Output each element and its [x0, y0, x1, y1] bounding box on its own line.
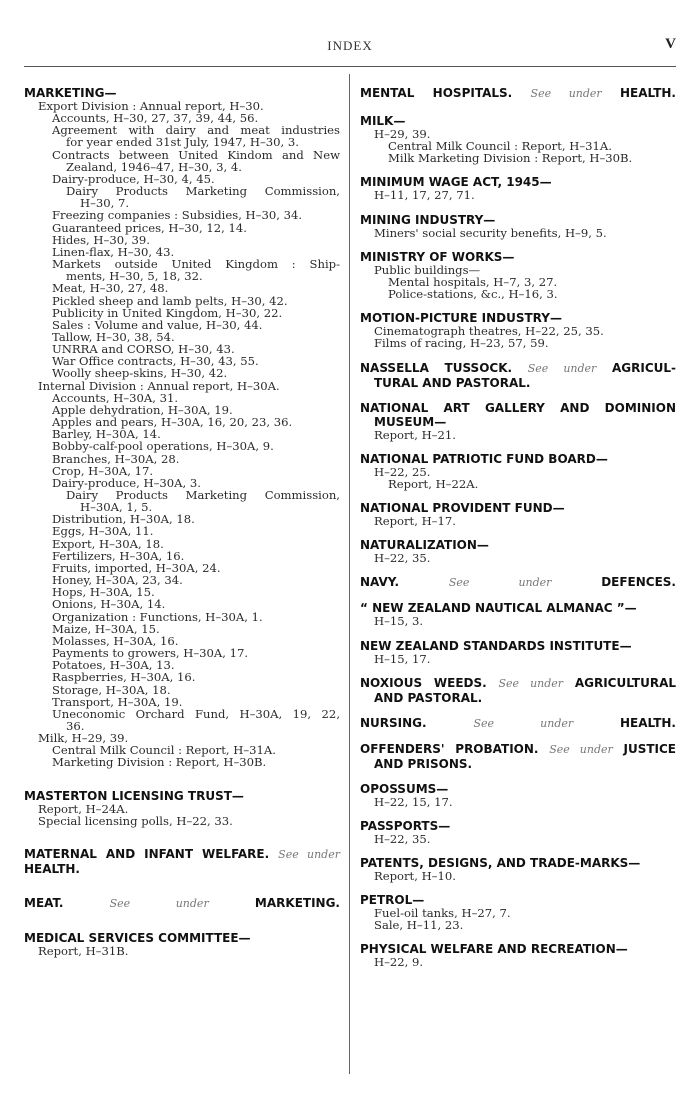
sub-entry: UNRRA and CORSO, H–30, 43. — [52, 342, 235, 357]
entry-heading-text: OFFENDERS' PROBATION. — [360, 741, 539, 756]
sub-entry: Markets outside United Kingdom : Ship- — [52, 257, 340, 272]
sub-entry: Eggs, H–30A, 11. — [52, 524, 154, 539]
entry-heading — [360, 311, 676, 325]
index-entry-gallery — [360, 401, 676, 441]
entry-heading — [360, 114, 676, 128]
cross-reference: AGRICUL- — [611, 360, 677, 375]
sub-entry: Report, H–31B. — [38, 943, 129, 958]
index-entry-navy — [360, 575, 676, 590]
sub-entry: 36. — [66, 718, 85, 733]
entry-heading-text: PHYSICAL WELFARE AND RECREATION— — [360, 942, 628, 957]
entry-heading-text: MINIMUM WAGE ACT, 1945— — [360, 175, 552, 190]
entry-heading-text: PATENTS, DESIGNS, AND TRADE-MARKS— — [360, 855, 641, 870]
entry-heading-text: MENTAL HOSPITALS. — [360, 86, 513, 100]
sub-entry: Fertilizers, H–30A, 16. — [52, 548, 185, 563]
index-entry-marketing — [24, 86, 340, 769]
sub-entry: Potatoes, H–30A, 13. — [52, 658, 175, 673]
entry-heading — [24, 86, 340, 100]
sub-entry: Films of racing, H–23, 57, 59. — [374, 336, 549, 351]
entry-heading-continued: MUSEUM— — [374, 414, 447, 429]
cross-reference: HEALTH. — [620, 715, 676, 730]
index-entry-minimum — [360, 175, 676, 201]
entry-heading-text: MEAT. — [24, 895, 64, 910]
sub-entry: Payments to growers, H–30A, 17. — [52, 646, 249, 661]
sub-entry: War Office contracts, H–30, 43, 55. — [52, 354, 259, 369]
index-entry-medical — [24, 931, 340, 957]
entry-heading — [360, 716, 676, 731]
sub-entry: Hides, H–30, 39. — [52, 232, 150, 247]
entry-heading-continued: AND PRISONS. — [374, 756, 473, 771]
cross-reference: HEALTH. — [620, 86, 676, 100]
entry-heading-text: NOXIOUS WEEDS. — [360, 675, 487, 690]
sub-entry: H–15, 17. — [374, 651, 431, 666]
entry-heading — [360, 782, 676, 796]
sub-entry: Storage, H–30A, 18. — [52, 682, 171, 697]
index-entry-nursing — [360, 716, 676, 731]
entry-heading-text: NAVY. — [360, 575, 400, 590]
sub-entry: Woolly sheep-skins, H–30, 42. — [52, 366, 228, 381]
sub-entry: Uneconomic Orchard Fund, H–30A, 19, 22, — [52, 706, 340, 721]
sub-entry: Apples and pears, H–30A, 16, 20, 23, 36. — [52, 415, 293, 430]
sub-entry: Freezing companies : Subsidies, H–30, 34. — [52, 208, 303, 223]
sub-entry: Raspberries, H–30A, 16. — [52, 670, 196, 685]
entry-heading — [24, 847, 340, 876]
sub-entry: Internal Division : Annual report, H–30A. — [38, 378, 280, 393]
index-entry-meat — [24, 896, 340, 911]
sub-entry: Export, H–30A, 18. — [52, 536, 164, 551]
index-entry-provident — [360, 501, 676, 527]
see-under-text: See under — [109, 896, 209, 910]
sub-entry: Apple dehydration, H–30A, 19. — [52, 402, 233, 417]
entry-heading-text: PASSPORTS— — [360, 818, 451, 833]
entry-heading-text: NATURALIZATION— — [360, 538, 489, 553]
sub-entry: Report, H–17. — [374, 514, 456, 529]
entry-heading — [360, 361, 676, 376]
entry-heading-continued: AND PASTORAL. — [374, 690, 483, 705]
sub-entry: H–30A, 1, 5. — [80, 500, 153, 515]
entry-heading-text: “ NEW ZEALAND NAUTICAL ALMANAC ”— — [360, 601, 637, 616]
sub-entry: Report, H–22A. — [388, 476, 479, 491]
header-rule — [24, 66, 676, 67]
sub-entry: Barley, H–30A, 14. — [52, 427, 161, 442]
sub-entry: Report, H–10. — [374, 868, 456, 883]
sub-entry: Accounts, H–30A, 31. — [52, 390, 179, 405]
entry-heading-text: NATIONAL PATRIOTIC FUND BOARD— — [360, 451, 608, 466]
sub-entry: Pickled sheep and lamb pelts, H–30, 42. — [52, 293, 288, 308]
sub-entry: H–29, 39. — [374, 127, 431, 141]
sub-entry: Dairy-produce, H–30A, 3. — [52, 475, 201, 490]
see-under-text: See under — [549, 742, 613, 756]
sub-entry: Branches, H–30A, 28. — [52, 451, 180, 466]
left-column — [24, 86, 340, 957]
sub-entry: Police-stations, &c., H–16, 3. — [388, 287, 558, 302]
entry-heading-text: OPOSSUMS— — [360, 781, 449, 796]
see-under-text: See under — [278, 847, 340, 861]
entry-heading-text: MARKETING— — [24, 86, 117, 100]
entry-heading-text: NATIONAL PROVIDENT FUND— — [360, 501, 565, 516]
entry-heading-text: MATERNAL AND INFANT WELFARE. — [24, 846, 270, 861]
sub-entry: H–11, 17, 27, 71. — [374, 188, 475, 203]
cross-reference: MARKETING. — [254, 895, 340, 910]
entry-heading — [360, 501, 676, 515]
column-divider — [349, 74, 350, 1074]
sub-entry: H–22, 15, 17. — [374, 794, 453, 809]
sub-entry: Milk, H–29, 39. — [38, 731, 129, 746]
sub-entry: Dairy Products Marketing Commission, — [66, 488, 340, 502]
entry-heading — [360, 819, 676, 833]
sub-entry: Guaranteed prices, H–30, 12, 14. — [52, 220, 247, 235]
sub-entry: H–22, 35. — [374, 831, 431, 846]
index-entry-naturalization — [360, 538, 676, 564]
sub-entry: Linen-flax, H–30, 43. — [52, 244, 175, 259]
sub-entry: Report, H–24A. — [38, 801, 129, 816]
sub-entry: Maize, H–30A, 15. — [52, 621, 160, 636]
entry-heading-text: NATIONAL ART GALLERY AND DOMINION — [360, 400, 676, 415]
sub-entry: Onions, H–30A, 14. — [52, 597, 166, 612]
index-entry-mental — [360, 86, 676, 101]
entry-heading-text: NURSING. — [360, 715, 427, 730]
index-entry-nassella — [360, 361, 676, 390]
index-entry-masterton — [24, 789, 340, 827]
sub-entry: Zealand, 1946–47, H–30, 3, 4. — [66, 159, 242, 174]
sub-entry: Cinematograph theatres, H–22, 25, 35. — [374, 324, 604, 339]
entry-heading — [360, 575, 676, 590]
index-entry-standards — [360, 639, 676, 665]
entry-heading — [360, 639, 676, 653]
sub-entry: Mental hospitals, H–7, 3, 27. — [388, 274, 558, 289]
entry-heading-continued: TURAL AND PASTORAL. — [374, 375, 531, 390]
sub-entry: ments, H–30, 5, 18, 32. — [66, 269, 203, 284]
index-entry-maternal — [24, 847, 340, 876]
entry-heading-text: MOTION-PICTURE INDUSTRY— — [360, 311, 562, 326]
sub-entry: Central Milk Council : Report, H–31A. — [52, 743, 276, 758]
cross-reference: AGRICULTURAL — [574, 675, 676, 690]
entry-heading — [360, 213, 676, 227]
sub-entry: Sale, H–11, 23. — [374, 918, 464, 933]
sub-entry: Contracts between United Kindom and New — [52, 147, 340, 162]
sub-entry: H–15, 3. — [374, 614, 424, 629]
index-entry-milk — [360, 114, 676, 164]
sub-entry: Sales : Volume and value, H–30, 44. — [52, 317, 263, 332]
index-entry-offenders — [360, 742, 676, 771]
entry-heading-text: MINING INDUSTRY— — [360, 212, 496, 227]
entry-heading — [360, 676, 676, 691]
entry-heading — [360, 401, 676, 415]
sub-entry: H–22, 9. — [374, 955, 424, 970]
entry-heading — [360, 856, 676, 870]
sub-entry: H–22, 35. — [374, 551, 431, 566]
sub-entry: for year ended 31st July, 1947, H–30, 3. — [66, 135, 299, 150]
sub-entry: Organization : Functions, H–30A, 1. — [52, 609, 263, 624]
sub-entry: Central Milk Council : Report, H–31A. — [388, 139, 612, 154]
entry-heading — [360, 538, 676, 552]
entry-heading — [24, 931, 340, 945]
index-entry-almanac — [360, 601, 676, 627]
entry-heading — [360, 250, 676, 264]
see-under-text: See under — [527, 361, 597, 375]
index-entry-opossums — [360, 782, 676, 808]
entry-heading — [360, 601, 676, 615]
sub-entry: Public buildings— — [374, 262, 481, 277]
sub-entry: Bobby-calf-pool operations, H–30A, 9. — [52, 439, 274, 454]
index-entry-patriotic — [360, 452, 676, 490]
sub-entry: Molasses, H–30A, 16. — [52, 633, 179, 648]
right-column — [360, 86, 676, 969]
index-entry-patents — [360, 856, 676, 882]
sub-entry: Dairy Products Marketing Commission, — [66, 184, 340, 199]
sub-entry: Transport, H–30A, 19. — [52, 694, 183, 709]
entry-heading — [360, 86, 676, 101]
sub-entry: Agreement with dairy and meat industries — [52, 123, 340, 138]
sub-entry: Distribution, H–30A, 18. — [52, 512, 195, 527]
index-entry-motion — [360, 311, 676, 349]
entry-heading — [360, 452, 676, 466]
page-header-title: INDEX — [327, 38, 373, 53]
sub-entry: Fuel-oil tanks, H–27, 7. — [374, 906, 511, 921]
see-under-text: See under — [530, 87, 602, 100]
index-entry-passports — [360, 819, 676, 845]
sub-entry: Publicity in United Kingdom, H–30, 22. — [52, 305, 283, 320]
sub-entry: Honey, H–30A, 23, 34. — [52, 573, 183, 588]
entry-heading-text: MASTERTON LICENSING TRUST— — [24, 788, 244, 803]
sub-entry: H–22, 25. — [374, 464, 431, 479]
entry-heading-text: MINISTRY OF WORKS— — [360, 249, 515, 264]
entry-heading — [360, 893, 676, 907]
entry-heading — [360, 942, 676, 956]
sub-entry: Export Division : Annual report, H–30. — [38, 99, 264, 113]
entry-heading-text: NEW ZEALAND STANDARDS INSTITUTE— — [360, 638, 632, 653]
index-entry-works — [360, 250, 676, 300]
sub-entry: Meat, H–30, 27, 48. — [52, 281, 169, 296]
index-entry-physical — [360, 942, 676, 968]
cross-reference: JUSTICE — [623, 741, 676, 756]
sub-entry: Hops, H–30A, 15. — [52, 585, 155, 600]
page-number: V — [665, 36, 676, 52]
sub-entry: H–30, 7. — [80, 196, 130, 211]
see-under-text: See under — [473, 716, 574, 730]
sub-entry: Tallow, H–30, 38, 54. — [52, 329, 175, 344]
sub-entry: Dairy-produce, H–30, 4, 45. — [52, 171, 215, 186]
index-entry-mining — [360, 213, 676, 239]
sub-entry: Fruits, imported, H–30A, 24. — [52, 560, 221, 575]
sub-entry: Miners' social security benefits, H–9, 5. — [374, 225, 607, 240]
see-under-text: See under — [448, 576, 552, 590]
entry-heading — [360, 742, 676, 757]
sub-entry: Marketing Division : Report, H–30B. — [52, 755, 267, 770]
sub-entry: Accounts, H–30, 27, 37, 39, 44, 56. — [52, 111, 259, 126]
sub-entry: Special licensing polls, H–22, 33. — [38, 813, 233, 828]
sub-entry: Report, H–21. — [374, 427, 456, 442]
entry-heading — [360, 175, 676, 189]
index-entry-noxious — [360, 676, 676, 705]
see-under-text: See under — [498, 676, 564, 690]
entry-heading — [24, 789, 340, 803]
cross-reference: HEALTH. — [24, 861, 80, 876]
sub-entry: Crop, H–30A, 17. — [52, 463, 154, 478]
index-entry-petrol — [360, 893, 676, 931]
entry-heading-text: MILK— — [360, 114, 406, 128]
entry-heading — [24, 896, 340, 911]
entry-heading-text: NASSELLA TUSSOCK. — [360, 360, 513, 375]
entry-heading-text: PETROL— — [360, 893, 425, 908]
cross-reference: DEFENCES. — [601, 575, 676, 590]
entry-heading-text: MEDICAL SERVICES COMMITTEE— — [24, 930, 251, 945]
sub-entry: Milk Marketing Division : Report, H–30B. — [388, 151, 633, 166]
